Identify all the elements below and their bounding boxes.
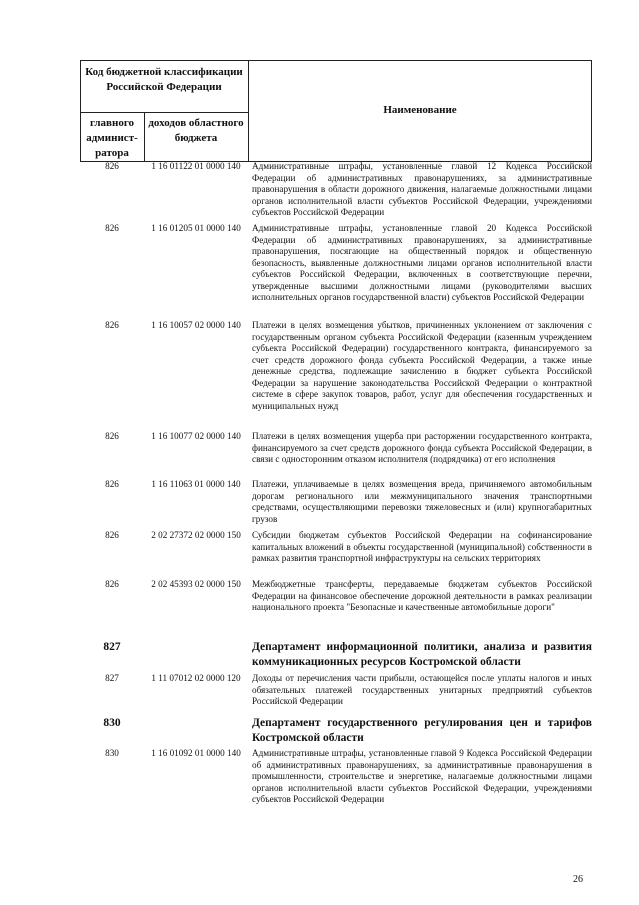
row-income-code: 1 16 11063 01 0000 140 [151, 479, 241, 489]
row-description: Субсидии бюджетам субъектов Российской Федерации на софинансирование капитальных вложений в объекты государственной (муниципальной) собственности в рамках развития транспортной инфраструктуры на сельских территориях [252, 530, 592, 563]
row-admin-code: 826 [105, 431, 119, 441]
header-divider [80, 112, 248, 113]
table-divider-sub [144, 112, 145, 161]
department-title: Департамент информационной политики, анализа и развития коммуникационных ресурсов Костромской области [252, 641, 592, 668]
row-description: Платежи в целях возмещения ущерба при расторжении государственного контракта, финансируемого за счет средств дорожного фонда субъекта Российской Федерации, в связи с односторонним отказом исполнителя (подрядчика) от его исполнения [252, 431, 592, 464]
department-code: 827 [103, 641, 121, 653]
row-income-code: 1 16 10077 02 0000 140 [151, 431, 241, 441]
table-header [80, 60, 592, 162]
row-income-code: 1 16 01122 01 0000 140 [151, 161, 241, 171]
row-description: Административные штрафы, установленные главой 12 Кодекса Российской Федерации об административных правонарушениях, за административные правонарушения в области дорожного движения, налагаемые должностными лицами органов исполнительной власти субъектов Российской Федерации, учреждениями субъектов Российской Федерации [252, 161, 592, 217]
row-description: Административные штрафы, установленные главой 20 Кодекса Российской Федерации об административных правонарушениях, за административные правонарушения, посягающие на общественный порядок и общественную безопасность, выявленные должностными лицами органов исполнительной власти субъектов Российской Федерации, включенных в соответствующие перечни, утвержденные высшими должностными лицами (руководителями высших исполнительных органов государственной власти) субъектов Российской Федерации [252, 223, 592, 302]
row-admin-code: 826 [105, 320, 119, 330]
row-income-code: 1 16 10057 02 0000 140 [151, 320, 241, 330]
row-income-code: 1 16 01092 01 0000 140 [151, 748, 241, 758]
row-description: Платежи, уплачиваемые в целях возмещения вреда, причиняемого автомобильным дорогам регионального или межмуниципального значения транспортными средствами, осуществляющими перевозки тяжеловесных и (или) крупногабаритных грузов [252, 479, 592, 524]
row-description: Межбюджетные трансферты, передаваемые бюджетам субъектов Российской Федерации на финансовое обеспечение дорожной деятельности в рамках реализации национального проекта "Безопасные и качественные автомобильные дороги" [252, 579, 592, 612]
row-admin-code: 826 [105, 530, 119, 540]
table-border-left [80, 61, 81, 161]
row-description: Административные штрафы, установленные главой 9 Кодекса Российской Федерации об административных правонарушениях, за административные правонарушения в промышленности, строительстве и энергетике, налагаемые должностными лицами органов исполнительной власти субъектов Российской Федерации, учреждениями субъектов Российской Федерации [252, 748, 592, 804]
row-admin-code: 826 [105, 161, 119, 171]
row-income-code: 2 02 27372 02 0000 150 [151, 530, 241, 540]
row-admin-code: 826 [105, 579, 119, 589]
row-income-code: 2 02 45393 02 0000 150 [151, 579, 241, 589]
row-income-code: 1 16 01205 01 0000 140 [151, 223, 241, 233]
page-number: 26 [573, 874, 583, 885]
row-admin-code: 827 [105, 673, 119, 683]
department-code: 830 [103, 717, 121, 729]
row-admin-code: 826 [105, 223, 119, 233]
header-name: Наименование [383, 104, 457, 116]
row-admin-code: 826 [105, 479, 119, 489]
header-income: доходов областного бюджета [148, 117, 244, 144]
row-description: Платежи в целях возмещения убытков, причиненных уклонением от заключения с государственным органом субъекта Российской Федерации (казенным учреждением субъекта Российской Федерации) государственного контракта, финансируемого за счет средств дорожного фонда субъекта Российской Федерации, а также иные денежные средства, подлежащие зачислению в бюджет субъекта Российской Федерации за нарушение законодательства Российской Федерации о контрактной системе в сфере закупок товаров, работ, услуг для обеспечения государственных и муниципальных нужд [252, 320, 592, 411]
header-kbk: Код бюджетной классификации Российской Федерации [85, 66, 243, 93]
row-description: Доходы от перечисления части прибыли, остающейся после уплаты налогов и иных обязательных платежей государственных унитарных предприятий субъектов Российской Федерации [252, 673, 592, 706]
department-title: Департамент государственного регулирования цен и тарифов Костромской области [252, 717, 592, 744]
header-admin: главного админист-ратора [86, 117, 138, 159]
row-income-code: 1 11 07012 02 0000 120 [151, 673, 241, 683]
row-admin-code: 830 [105, 748, 119, 758]
